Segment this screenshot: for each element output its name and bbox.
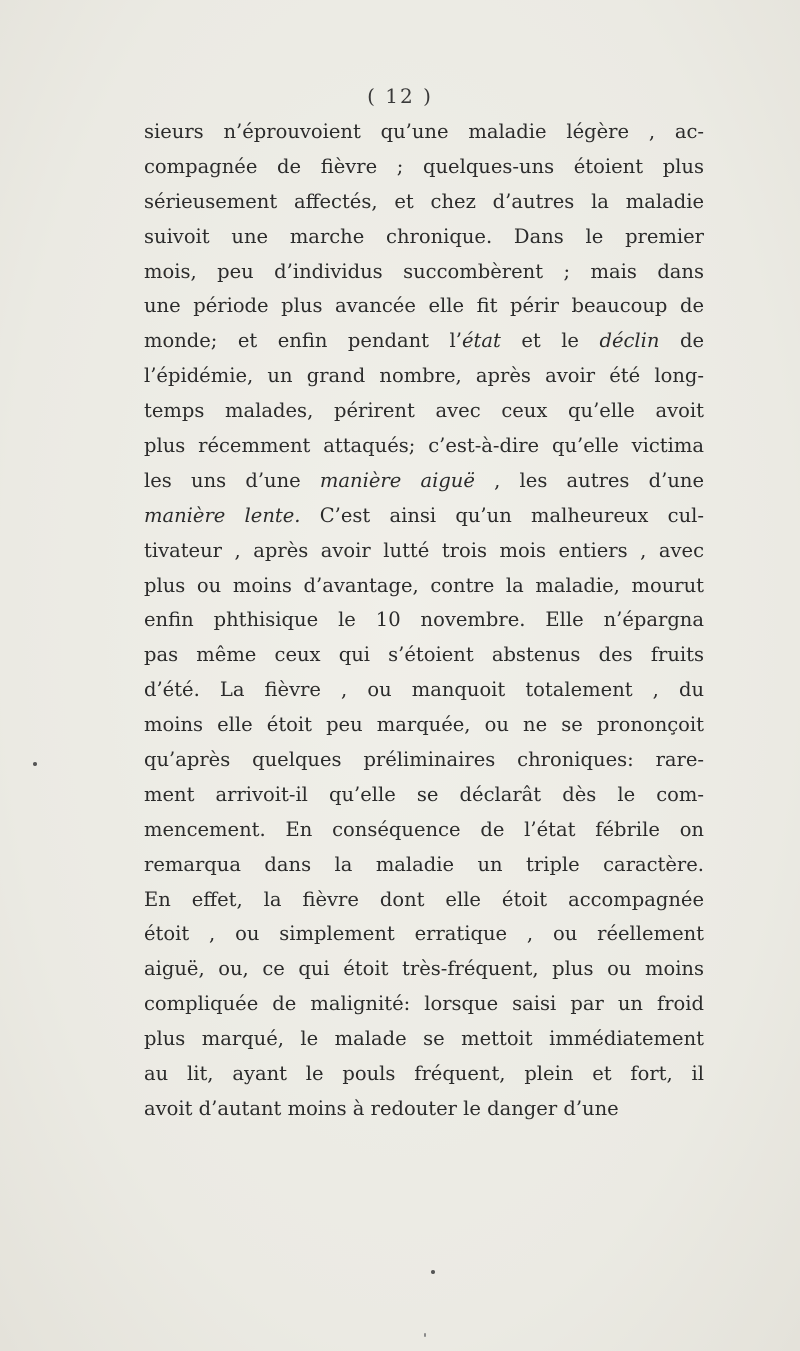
text-run: sieurs n’éprouvoient qu’une maladie légère , ac- (144, 120, 704, 143)
text-run: qu’après quelques préliminaires chroniques: rare- (144, 748, 704, 772)
text-line (144, 324, 704, 359)
text-run: de (659, 329, 704, 353)
text-run: et le (500, 329, 600, 353)
text-run: , les autres d’une (474, 468, 704, 492)
text-line (144, 848, 704, 883)
text-line (144, 952, 704, 987)
text-line (144, 185, 704, 220)
text-run: En effet, la fièvre dont elle étoit accompagnée (144, 887, 704, 911)
text-line (144, 917, 704, 952)
text-run: plus ou moins d’avantage, contre la maladie, mourut (144, 573, 704, 597)
text-line (144, 813, 704, 848)
text-run: mencement. En conséquence de l’état fébrile on (144, 817, 704, 841)
text-line (144, 150, 704, 185)
text-run: tivateur , après avoir lutté trois mois entiers , avec (144, 538, 704, 562)
text-line (144, 115, 704, 150)
text-run: au lit, ayant le pouls fréquent, plein et fort, il (144, 1062, 704, 1086)
text-run: l’épidémie, un grand nombre, après avoir été long- (144, 364, 704, 388)
text-run: C’est ainsi qu’un malheureux cul- (300, 503, 704, 527)
text-run: ment arrivoit-il qu’elle se déclarât dès le com- (144, 782, 704, 806)
text-run: compagnée de fièvre ; quelques-uns étoient plus (144, 154, 704, 178)
text-line (144, 359, 704, 394)
text-run: sérieusement affectés, et chez d’autres la maladie (144, 189, 704, 213)
ink-speck (424, 1333, 426, 1337)
text-line (144, 638, 704, 673)
text-run: avoit d’autant moins à redouter le danger d’une (144, 1096, 619, 1120)
text-line (144, 1022, 704, 1057)
text-line (144, 603, 704, 638)
text-line (144, 987, 704, 1022)
text-line (144, 255, 704, 290)
text-run: monde; et enfin pendant l’ (144, 329, 462, 353)
text-run: suivoit une marche chronique. Dans le premier (144, 224, 704, 248)
text-run: moins elle étoit peu marquée, ou ne se prononçoit (144, 713, 704, 737)
text-run: aiguë, ou, ce qui étoit très-fréquent, plus ou moins (144, 957, 704, 981)
text-run: remarqua dans la maladie un triple caractère. (144, 852, 704, 876)
ink-speck (33, 762, 37, 766)
text-run: les uns d’une (144, 468, 320, 492)
text-line (144, 534, 704, 569)
text-line (144, 464, 704, 499)
text-run: pas même ceux qui s’étoient abstenus des fruits (144, 643, 704, 667)
text-run: temps malades, périrent avec ceux qu’elle avoit (144, 399, 704, 423)
text-line (144, 1092, 704, 1127)
text-line (144, 429, 704, 464)
text-run: une période plus avancée elle fit périr beaucoup de (144, 294, 704, 318)
text-run: plus récemment attaqués; c’est-à-dire qu’elle victima (144, 434, 704, 458)
text-run: enfin phthisique le 10 novembre. Elle n’épargna (144, 608, 704, 632)
text-line (144, 883, 704, 918)
text-line (144, 289, 704, 324)
text-run: mois, peu d’individus succombèrent ; mais dans (144, 259, 704, 283)
text-line (144, 1057, 704, 1092)
text-line (144, 708, 704, 743)
italic-text: déclin (599, 329, 660, 353)
ink-speck (431, 1270, 435, 1274)
body-text (144, 115, 704, 1127)
text-line (144, 499, 704, 534)
italic-text: état (461, 329, 501, 353)
text-run: compliquée de malignité: lorsque saisi par un froid (144, 992, 704, 1016)
text-line (144, 743, 704, 778)
text-line (144, 778, 704, 813)
text-line (144, 220, 704, 255)
text-run: plus marqué, le malade se mettoit immédiatement (144, 1027, 704, 1051)
page-number: ( 12 ) (367, 84, 433, 108)
text-line (144, 673, 704, 708)
text-line (144, 394, 704, 429)
text-run: d’été. La fièvre , ou manquoit totalement , du (144, 678, 704, 702)
italic-text: manière lente. (144, 503, 301, 527)
text-line (144, 569, 704, 604)
text-run: étoit , ou simplement erratique , ou réellement (144, 922, 704, 946)
italic-text: manière aiguë (319, 468, 475, 492)
